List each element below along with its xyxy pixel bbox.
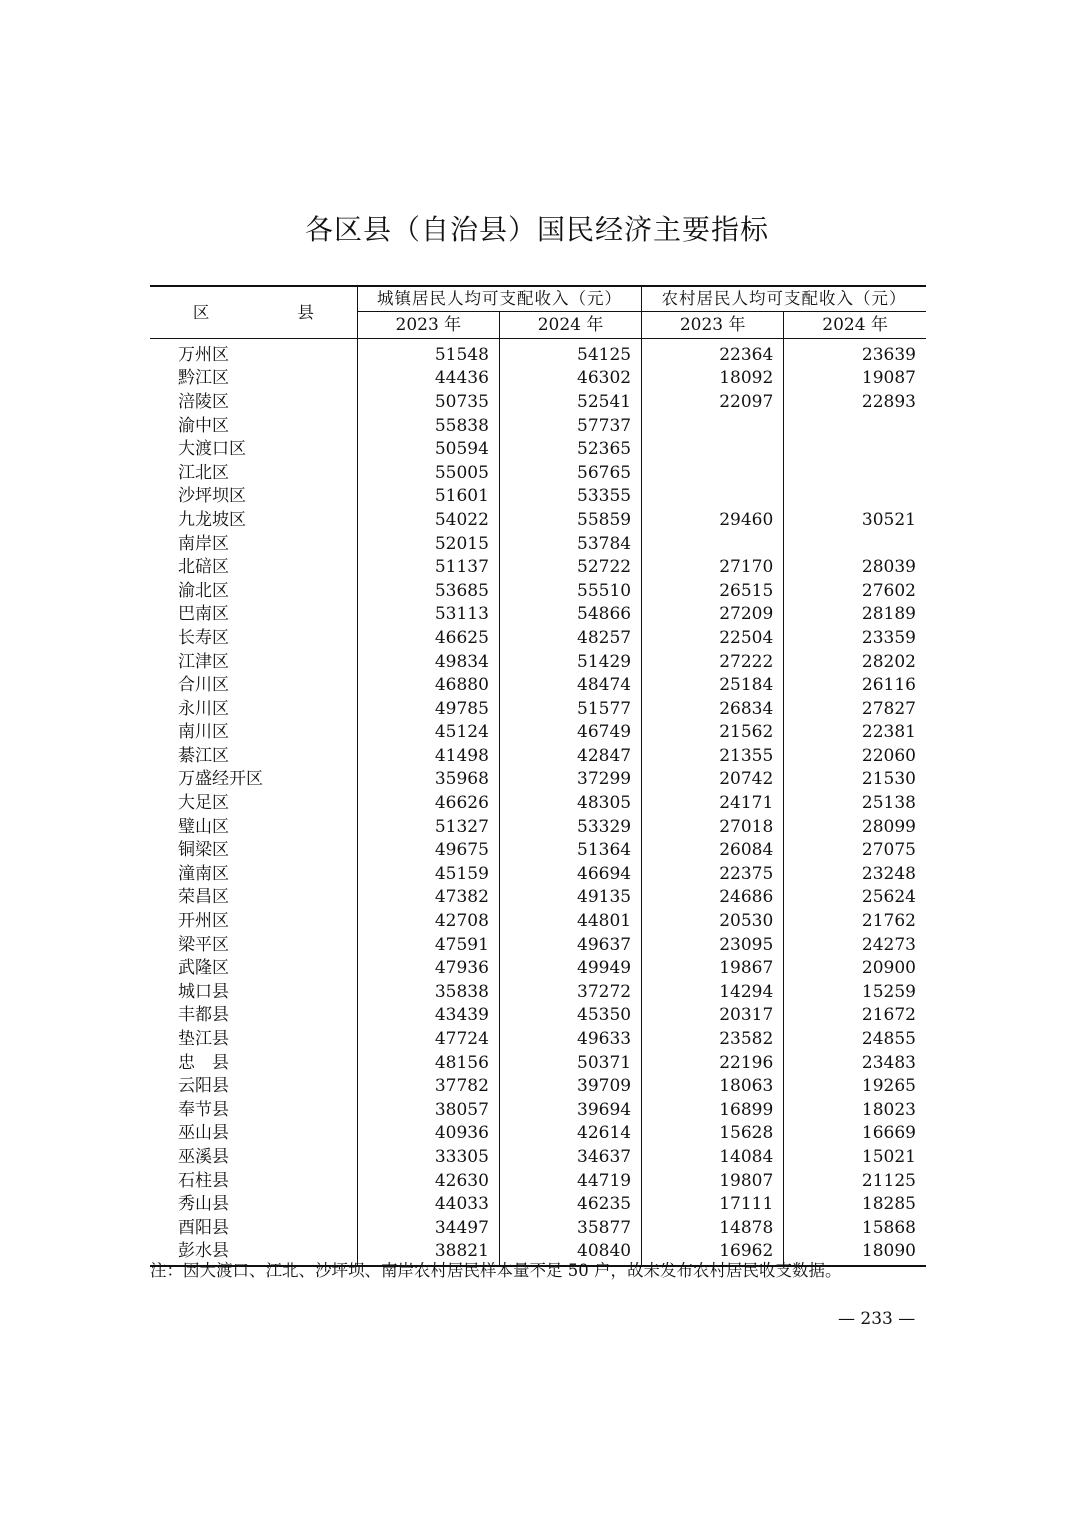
- rural-income-2024: [784, 414, 926, 438]
- urban-income-header: 城镇居民人均可支配收入（元）: [357, 286, 641, 312]
- urban-income-2024: 51429: [499, 650, 641, 674]
- rural-income-2024: 28099: [861, 816, 916, 837]
- table-row: [150, 980, 926, 1004]
- rural-income-2023: 14084: [642, 1145, 784, 1169]
- rural-income-2023: 15628: [642, 1122, 784, 1146]
- rural-income-2023: 14294: [642, 980, 784, 1004]
- area-header-right: 县: [297, 302, 314, 322]
- rural-income-2024: 23483: [861, 1052, 916, 1073]
- district-name: 长寿区: [150, 626, 357, 650]
- rural-income-2023: 22364: [642, 339, 784, 367]
- urban-income-2024: 52365: [499, 437, 641, 461]
- rural-income-2023: [642, 532, 784, 556]
- rural-income-2024: 18285: [861, 1194, 916, 1215]
- rural-income-2023: 21355: [642, 744, 784, 768]
- urban-income-2024: 48257: [499, 626, 641, 650]
- district-name: 丰都县: [150, 1004, 357, 1028]
- table-row: [150, 555, 926, 579]
- table-row: [150, 697, 926, 721]
- urban-income-2024: 48305: [499, 791, 641, 815]
- district-name: 潼南区: [150, 862, 357, 886]
- table-row: [150, 815, 926, 839]
- urban-income-2024: 35877: [499, 1216, 641, 1240]
- rural-income-2023: 27222: [642, 650, 784, 674]
- urban-income-2024: 46302: [499, 367, 641, 391]
- table-row: [150, 508, 926, 532]
- district-name: 南川区: [150, 721, 357, 745]
- table-row: [150, 956, 926, 980]
- rural-income-2024: 23639: [861, 344, 916, 365]
- table-row: [150, 862, 926, 886]
- urban-income-2024: 53355: [499, 485, 641, 509]
- table-row: [150, 1004, 926, 1028]
- rural-income-2023: 18092: [642, 367, 784, 391]
- table-row: [150, 791, 926, 815]
- rural-income-2023: 19867: [642, 956, 784, 980]
- rural-income-2024: 16669: [861, 1123, 916, 1144]
- rural-income-2023: 22504: [642, 626, 784, 650]
- urban-income-2023: 55838: [357, 414, 499, 438]
- rural-income-2023: 18063: [642, 1074, 784, 1098]
- urban-income-2023: 51137: [357, 555, 499, 579]
- urban-income-2023: 55005: [357, 461, 499, 485]
- urban-income-2023: 35968: [357, 768, 499, 792]
- rural-income-2024: 21530: [861, 769, 916, 790]
- urban-income-2024: 49637: [499, 933, 641, 957]
- urban-income-2024: 34637: [499, 1145, 641, 1169]
- footnote: 注：因大渡口、江北、沙坪坝、南岸农村居民样本量不足 50 户，故未发布农村居民收支数据。: [150, 1261, 842, 1280]
- district-name: 涪陵区: [150, 390, 357, 414]
- rural-income-2023: 26084: [642, 838, 784, 862]
- table-row: [150, 1074, 926, 1098]
- urban-income-2024: 51364: [499, 838, 641, 862]
- rural-income-2024: 15259: [861, 981, 916, 1002]
- rural-income-2023: 26834: [642, 697, 784, 721]
- rural-income-2024: 30521: [861, 509, 916, 530]
- area-column-header: [150, 286, 357, 339]
- table-row: [150, 339, 926, 367]
- urban-income-2024: 56765: [499, 461, 641, 485]
- urban-income-2024: 52722: [499, 555, 641, 579]
- district-name: 奉节县: [150, 1098, 357, 1122]
- district-name: 巫溪县: [150, 1145, 357, 1169]
- rural-income-2024: 28202: [861, 651, 916, 672]
- urban-income-2023: 49834: [357, 650, 499, 674]
- rural-income-2024: 25624: [861, 887, 916, 908]
- urban-income-2024: 37299: [499, 768, 641, 792]
- district-name: 大足区: [150, 791, 357, 815]
- district-name: 江津区: [150, 650, 357, 674]
- urban-income-2023: 46880: [357, 673, 499, 697]
- rural-income-2023: 27170: [642, 555, 784, 579]
- urban-income-2024: 52541: [499, 390, 641, 414]
- rural-income-2024: 20900: [861, 958, 916, 979]
- district-name: 江北区: [150, 461, 357, 485]
- page-number: — 233 —: [838, 1309, 916, 1329]
- table-row: [150, 461, 926, 485]
- district-name: 酉阳县: [150, 1216, 357, 1240]
- urban-income-2024: 42614: [499, 1122, 641, 1146]
- table-row: [150, 909, 926, 933]
- rural-income-2023: [642, 485, 784, 509]
- urban-income-2024: 44801: [499, 909, 641, 933]
- district-name: 璧山区: [150, 815, 357, 839]
- urban-income-2024: 51577: [499, 697, 641, 721]
- district-name: 万盛经开区: [150, 768, 357, 792]
- rural-income-2023: 22097: [642, 390, 784, 414]
- district-name: 铜梁区: [150, 838, 357, 862]
- urban-income-2024: 46235: [499, 1192, 641, 1216]
- table-row: [150, 933, 926, 957]
- district-name: 沙坪坝区: [150, 485, 357, 509]
- rural-income-2023: 22375: [642, 862, 784, 886]
- urban-income-2023: 33305: [357, 1145, 499, 1169]
- rural-income-2023: 20742: [642, 768, 784, 792]
- urban-income-2023: 45159: [357, 862, 499, 886]
- district-name: 开州区: [150, 909, 357, 933]
- year-header-rural-2024: 2024 年: [784, 312, 926, 339]
- district-name: 万州区: [150, 339, 357, 367]
- rural-income-2023: 16962: [642, 1240, 784, 1267]
- rural-income-2023: 27018: [642, 815, 784, 839]
- urban-income-2024: 46749: [499, 721, 641, 745]
- urban-income-2023: 51548: [357, 339, 499, 367]
- urban-income-2023: 54022: [357, 508, 499, 532]
- rural-income-2023: [642, 437, 784, 461]
- table-row: [150, 721, 926, 745]
- rural-income-2024: 19265: [861, 1076, 916, 1097]
- rural-income-2024: 21125: [861, 1170, 916, 1191]
- rural-income-2024: 15868: [861, 1217, 916, 1238]
- rural-income-2024: 23359: [861, 627, 916, 648]
- urban-income-2023: 53113: [357, 603, 499, 627]
- urban-income-2023: 51601: [357, 485, 499, 509]
- table-row: [150, 367, 926, 391]
- district-name: 合川区: [150, 673, 357, 697]
- rural-income-2024: 27827: [861, 698, 916, 719]
- district-name: 大渡口区: [150, 437, 357, 461]
- table-row: [150, 744, 926, 768]
- district-name: 梁平区: [150, 933, 357, 957]
- table-row: [150, 437, 926, 461]
- rural-income-header: 农村居民人均可支配收入（元）: [642, 286, 926, 312]
- table-row: [150, 1192, 926, 1216]
- urban-income-2024: 39694: [499, 1098, 641, 1122]
- urban-income-2023: 52015: [357, 532, 499, 556]
- rural-income-2024: 24273: [861, 934, 916, 955]
- urban-income-2023: 49675: [357, 838, 499, 862]
- urban-income-2023: 49785: [357, 697, 499, 721]
- urban-income-2024: 45350: [499, 1004, 641, 1028]
- year-header-urban-2024: 2024 年: [499, 312, 641, 339]
- district-name: 北碚区: [150, 555, 357, 579]
- district-name: 武隆区: [150, 956, 357, 980]
- urban-income-2024: 39709: [499, 1074, 641, 1098]
- rural-income-2024: 19087: [861, 368, 916, 389]
- table-row: [150, 1122, 926, 1146]
- table-row: [150, 626, 926, 650]
- rural-income-2023: [642, 414, 784, 438]
- table-row: [150, 650, 926, 674]
- urban-income-2023: 35838: [357, 980, 499, 1004]
- table-row: [150, 1169, 926, 1193]
- rural-income-2024: 28039: [861, 557, 916, 578]
- table-row: [150, 579, 926, 603]
- rural-income-2024: [784, 437, 926, 461]
- rural-income-2024: 27075: [861, 840, 916, 861]
- rural-income-2023: 14878: [642, 1216, 784, 1240]
- area-header-left: 区: [192, 302, 210, 322]
- district-name: 渝中区: [150, 414, 357, 438]
- rural-income-2023: [642, 461, 784, 485]
- table-row: [150, 390, 926, 414]
- rural-income-2023: 20530: [642, 909, 784, 933]
- year-header-urban-2023: 2023 年: [357, 312, 499, 339]
- district-name: 渝北区: [150, 579, 357, 603]
- urban-income-2023: 50594: [357, 437, 499, 461]
- page-title: 各区县（自治县）国民经济主要指标: [304, 213, 769, 246]
- district-name: 云阳县: [150, 1074, 357, 1098]
- urban-income-2024: 44719: [499, 1169, 641, 1193]
- urban-income-2024: 37272: [499, 980, 641, 1004]
- urban-income-2023: 41498: [357, 744, 499, 768]
- rural-income-2024: 26116: [861, 675, 916, 696]
- urban-income-2024: 54125: [499, 339, 641, 367]
- district-name: 荣昌区: [150, 886, 357, 910]
- urban-income-2024: 42847: [499, 744, 641, 768]
- rural-income-2024: 24855: [861, 1029, 916, 1050]
- table-row: [150, 1145, 926, 1169]
- urban-income-2024: 48474: [499, 673, 641, 697]
- urban-income-2023: 38057: [357, 1098, 499, 1122]
- rural-income-2024: [784, 532, 926, 556]
- urban-income-2023: 47591: [357, 933, 499, 957]
- urban-income-2024: 50371: [499, 1051, 641, 1075]
- urban-income-2023: 40936: [357, 1122, 499, 1146]
- urban-income-2023: 51327: [357, 815, 499, 839]
- district-name: 垫江县: [150, 1027, 357, 1051]
- rural-income-2023: 19807: [642, 1169, 784, 1193]
- urban-income-2023: 44033: [357, 1192, 499, 1216]
- table-row: [150, 532, 926, 556]
- rural-income-2023: 29460: [642, 508, 784, 532]
- table-row: [150, 1098, 926, 1122]
- rural-income-2023: 21562: [642, 721, 784, 745]
- table-row: [150, 886, 926, 910]
- table-row: [150, 414, 926, 438]
- rural-income-2024: 22893: [861, 391, 916, 412]
- rural-income-2023: 23582: [642, 1027, 784, 1051]
- rural-income-2023: 17111: [642, 1192, 784, 1216]
- table-row: [150, 768, 926, 792]
- rural-income-2024: 23248: [861, 863, 916, 884]
- urban-income-2023: 46625: [357, 626, 499, 650]
- rural-income-2023: 27209: [642, 603, 784, 627]
- table-row: [150, 1027, 926, 1051]
- urban-income-2024: 55859: [499, 508, 641, 532]
- urban-income-2023: 42708: [357, 909, 499, 933]
- rural-income-2023: 24686: [642, 886, 784, 910]
- urban-income-2023: 47724: [357, 1027, 499, 1051]
- urban-income-2024: 46694: [499, 862, 641, 886]
- table-row: [150, 838, 926, 862]
- rural-income-2023: 24171: [642, 791, 784, 815]
- urban-income-2023: 47382: [357, 886, 499, 910]
- urban-income-2024: 49949: [499, 956, 641, 980]
- urban-income-2023: 46626: [357, 791, 499, 815]
- rural-income-2023: 25184: [642, 673, 784, 697]
- urban-income-2023: 38821: [357, 1240, 499, 1267]
- table-row: [150, 1051, 926, 1075]
- rural-income-2023: 23095: [642, 933, 784, 957]
- urban-income-2024: 54866: [499, 603, 641, 627]
- rural-income-2024: [784, 485, 926, 509]
- rural-income-2024: 15021: [861, 1146, 916, 1167]
- urban-income-2024: 49135: [499, 886, 641, 910]
- urban-income-2023: 47936: [357, 956, 499, 980]
- urban-income-2023: 43439: [357, 1004, 499, 1028]
- district-name: 秀山县: [150, 1192, 357, 1216]
- district-name: 城口县: [150, 980, 357, 1004]
- urban-income-2023: 50735: [357, 390, 499, 414]
- urban-income-2023: 45124: [357, 721, 499, 745]
- urban-income-2023: 53685: [357, 579, 499, 603]
- rural-income-2024: 21672: [861, 1005, 916, 1026]
- district-name: 黔江区: [150, 367, 357, 391]
- rural-income-2024: 28189: [861, 604, 916, 625]
- rural-income-2023: 16899: [642, 1098, 784, 1122]
- indicator-table: [150, 285, 926, 1267]
- urban-income-2024: 53784: [499, 532, 641, 556]
- urban-income-2023: 37782: [357, 1074, 499, 1098]
- urban-income-2024: 53329: [499, 815, 641, 839]
- urban-income-2024: 49633: [499, 1027, 641, 1051]
- year-header-rural-2023: 2023 年: [642, 312, 784, 339]
- district-name: 忠 县: [150, 1051, 357, 1075]
- rural-income-2023: 22196: [642, 1051, 784, 1075]
- urban-income-2024: 55510: [499, 579, 641, 603]
- rural-income-2023: 26515: [642, 579, 784, 603]
- urban-income-2024: 57737: [499, 414, 641, 438]
- district-name: 永川区: [150, 697, 357, 721]
- table-body: [150, 339, 926, 1267]
- rural-income-2024: 22060: [861, 745, 916, 766]
- rural-income-2024: 27602: [861, 580, 916, 601]
- district-name: 石柱县: [150, 1169, 357, 1193]
- rural-income-2024: [784, 461, 926, 485]
- table-row: [150, 673, 926, 697]
- urban-income-2023: 44436: [357, 367, 499, 391]
- rural-income-2024: 22381: [861, 722, 916, 743]
- urban-income-2023: 42630: [357, 1169, 499, 1193]
- urban-income-2023: 48156: [357, 1051, 499, 1075]
- rural-income-2024: 21762: [861, 911, 916, 932]
- district-name: 巫山县: [150, 1122, 357, 1146]
- district-name: 九龙坡区: [150, 508, 357, 532]
- rural-income-2024: 18090: [861, 1241, 916, 1262]
- urban-income-2023: 34497: [357, 1216, 499, 1240]
- district-name: 綦江区: [150, 744, 357, 768]
- urban-income-2024: 40840: [499, 1240, 641, 1267]
- district-name: 彭水县: [150, 1240, 357, 1267]
- rural-income-2023: 20317: [642, 1004, 784, 1028]
- table-row: [150, 1216, 926, 1240]
- rural-income-2024: 18023: [861, 1099, 916, 1120]
- rural-income-2024: 25138: [861, 793, 916, 814]
- table-row: [150, 603, 926, 627]
- district-name: 南岸区: [150, 532, 357, 556]
- table-row: [150, 485, 926, 509]
- district-name: 巴南区: [150, 603, 357, 627]
